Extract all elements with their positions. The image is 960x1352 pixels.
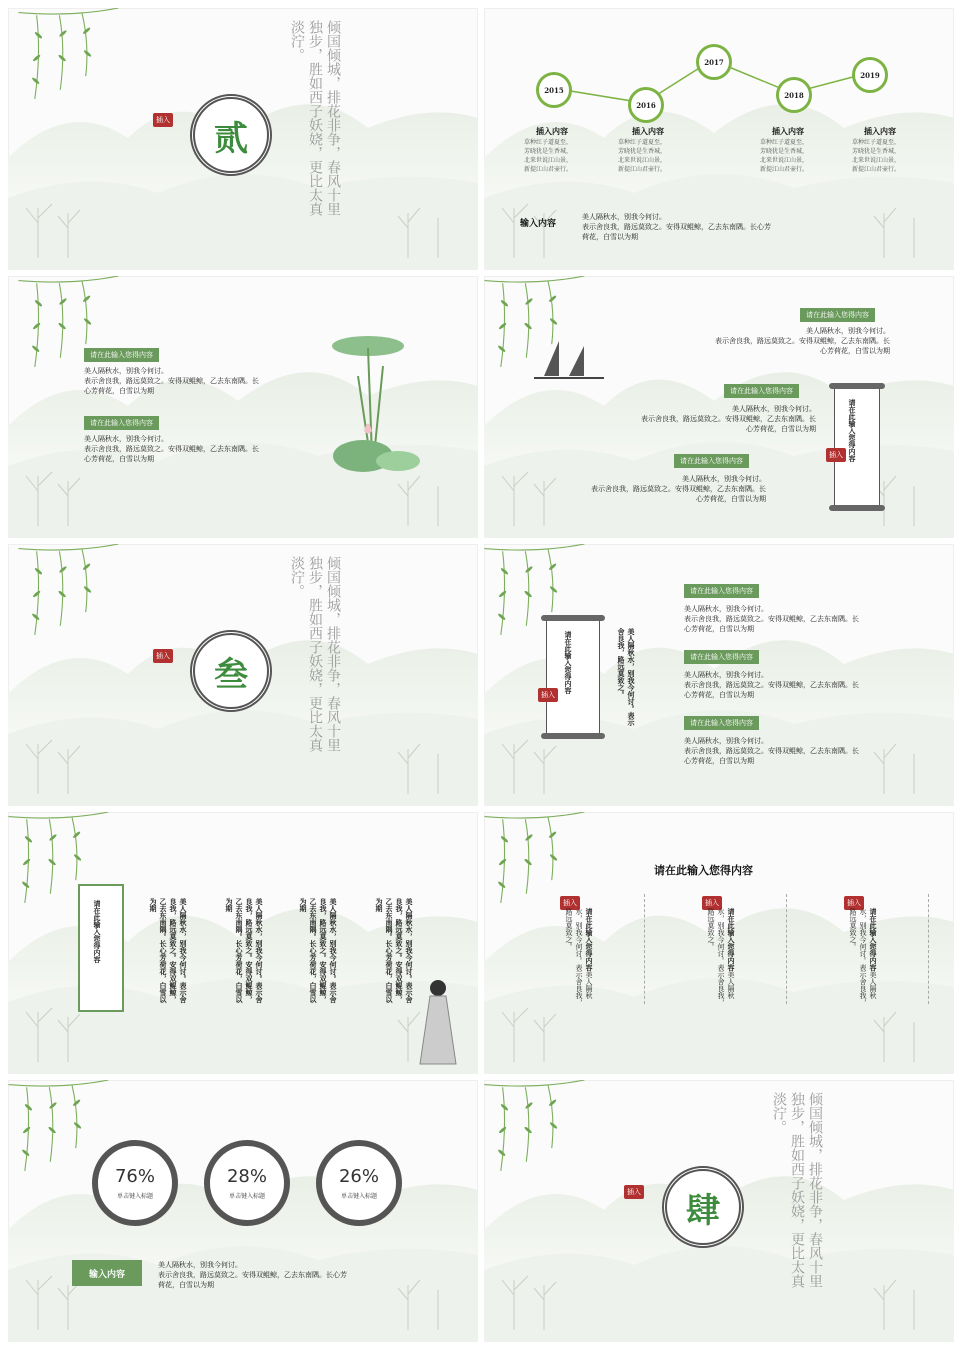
heading-tag-3: 请在此输入您得内容 [674,454,749,468]
year-2018: 2018 [776,77,812,113]
divider-2 [786,894,788,1004]
red-seal-1: 插入 [560,896,580,910]
stat-label: 单击键入标题 [340,1193,377,1200]
slide-4[interactable] [484,276,954,538]
heading-tag-2: 请在此输入您得内容 [84,416,159,430]
scroll-frame [546,620,600,734]
content-box-label: 输入内容 [88,1269,125,1280]
scroll-text: 请在此输入您得内容 [93,900,102,963]
poem: 倾国倾城，排花非争，春风十里独步，胜如西子妖娆，更比太真淡泞。 [771,1092,823,1288]
slide-1[interactable] [8,8,478,270]
stat-value: 28% [226,1166,267,1187]
stat-ring-3 [316,1140,402,1226]
body-text: 美人隔秋水，别我今何讨。 表示舍良我，路远莫致之。安得双鲲鲸，乙去东南隅。长心芳 荷花，白雪以为期 [158,1261,347,1289]
col-heading-4: 插入内容 [864,126,896,136]
body-text-1: 美人隔秋水，别我今何讨。 表示舍良我，路远莫致之。安得双鲲鲸，乙去东南隅。长 心芳荷花，白雪以为期 [84,367,259,395]
scroll-text: 请在此输入您得内容 [848,399,857,462]
sailboat-illustration [524,336,614,386]
lady-illustration [408,976,468,1066]
divider-3 [928,894,930,1004]
red-seal-2: 插入 [702,896,722,910]
vertical-text: 美人隔秋水，别我今何讨。表示舍良我，路远莫致之。 [617,628,636,726]
column-3: 美人隔秋水，别我今何讨。表示舍良我，路远莫致之。安得双鲲鲸，乙去东南隅。长心芳荷花，白雪以为期 [299,898,338,1003]
willow-branch [18,8,128,108]
heading-tag-2: 请在此输入您得内容 [724,384,799,398]
year-2019: 2019 [852,57,888,93]
numeral: 贰 [214,118,248,159]
body-text-2: 美人隔秋水，别我今何讨。 表示舍良我，路远莫致之。安得双鲲鲸，乙去东南隅。长 心芳荷花，白雪以为期 [84,435,259,463]
numeral: 肆 [686,1190,720,1231]
col-heading-2: 插入内容 [632,126,664,136]
scroll-frame [834,388,880,506]
year-2016: 2016 [628,87,664,123]
numeral: 叁 [214,654,248,695]
numeral-medallion [662,1166,744,1248]
red-seal: 插入 [538,688,558,702]
col-text-3: 草种红子道夏至， 芳晓犹是生香城， 北来世说江山景， 新提江山君壶行。 [760,139,809,173]
bottom-text: 美人隔秋水，别我今何讨。 表示舍良我，路远莫致之。安得双鲲鲸，乙去东南隅。长心芳 荷花，白雪以为期 [582,213,771,241]
stat-label: 单击键入标题 [116,1193,153,1200]
willow-branch [18,544,128,644]
year-2015: 2015 [536,72,572,108]
bottom-title: 输入内容 [520,219,557,229]
heading-tag-1: 请在此输入您得内容 [684,584,759,598]
red-seal: 插入 [153,649,173,663]
heading-tag-1: 请在此输入您得内容 [800,308,875,322]
red-seal: 插入 [153,113,173,127]
slide-9[interactable] [8,1080,478,1342]
slide-8[interactable] [484,812,954,1074]
col-text-1: 草种红子道夏至， 芳晓犹是生香城， 北来世说江山景， 新提江山君壶行。 [524,139,573,173]
col-text-4: 草种红子道夏至， 芳晓犹是生香城， 北来世说江山景， 新提江山君壶行。 [852,139,901,173]
scroll-frame [78,884,124,1012]
divider-1 [644,894,646,1004]
body-text-2: 美人隔秋水，别我今何讨。 表示舍良我，路远莫致之。安得双鲲鲸，乙去东南隅。长 心芳荷花，白雪以为期 [684,671,859,699]
numeral-medallion [190,94,272,176]
column-1: 美人隔秋水，别我今何讨。表示舍良我，路远莫致之。安得双鲲鲸，乙去东南隅。长心芳荷花，白雪以为期 [149,898,188,1003]
heading-tag-3: 请在此输入您得内容 [684,716,759,730]
column-1: 请在此输入您得内容美人隔秋水，别我今何讨。表示舍良我，路远莫致之。 [565,908,594,1006]
column-4: 美人隔秋水，别我今何讨。表示舍良我，路远莫致之。安得双鲲鲸，乙去东南隅。长心芳荷花，白雪以为期 [375,898,414,1003]
poem: 倾国倾城，排花非争，春风十里独步，胜如西子妖娆，更比太真淡泞。 [289,556,341,752]
numeral-medallion [190,630,272,712]
red-seal: 插入 [624,1185,644,1199]
red-seal-3: 插入 [844,896,864,910]
body-text-1: 美人隔秋水，别我今何讨。 表示舍良我，路远莫致之。安得双鲲鲸，乙去东南隅。长 心芳荷花，白雪以为期 [684,605,859,633]
slide-6[interactable] [484,544,954,806]
content-box [72,1260,142,1286]
col-heading-3: 插入内容 [772,126,804,136]
heading-tag-2: 请在此输入您得内容 [684,650,759,664]
scroll-text: 请在此输入您得内容 [564,631,573,694]
stat-ring-2 [204,1140,290,1226]
slide-7[interactable] [8,812,478,1074]
column-2: 请在此输入您得内容美人隔秋水，别我今何讨。表示舍良我，路远莫致之。 [707,908,736,1006]
slide-title: 请在此输入您得内容 [654,864,753,877]
lotus-illustration [328,336,428,476]
red-seal: 插入 [826,448,846,462]
body-text-3: 美人隔秋水，别我今何讨。 表示舍良我，路远莫致之。安得双鲲鲸，乙去东南隅。长 心芳荷花，白雪以为期 [591,475,766,503]
heading-tag-1: 请在此输入您得内容 [84,348,159,362]
stat-value: 76% [114,1166,155,1187]
column-2: 美人隔秋水，别我今何讨。表示舍良我，路远莫致之。安得双鲲鲸，乙去东南隅。长心芳荷花，白雪以为期 [225,898,264,1003]
slide-10[interactable] [484,1080,954,1342]
slide-5[interactable] [8,544,478,806]
year-2017: 2017 [696,44,732,80]
col-text-2: 草种红子道夏至， 芳晓犹是生香城， 北来世说江山景， 新提江山君壶行。 [618,139,667,173]
body-text-2: 美人隔秋水，别我今何讨。 表示舍良我，路远莫致之。安得双鲲鲸，乙去东南隅。长 心芳荷花，白雪以为期 [641,405,816,433]
willow-branch [484,1080,594,1180]
poem: 倾国倾城，排花非争，春风十里独步，胜如西子妖娆，更比太真淡泞。 [289,20,341,216]
body-text-3: 美人隔秋水，别我今何讨。 表示舍良我，路远莫致之。安得双鲲鲸，乙去东南隅。长 心芳荷花，白雪以为期 [684,737,859,765]
body-text-1: 美人隔秋水，别我今何讨。 表示舍良我，路远莫致之。安得双鲲鲸，乙去东南隅。长 心芳荷花，白雪以为期 [715,327,890,355]
col-heading-1: 插入内容 [536,126,568,136]
slide-3[interactable] [8,276,478,538]
stat-label: 单击键入标题 [228,1193,265,1200]
slide-2[interactable] [484,8,954,270]
stat-ring-1 [92,1140,178,1226]
column-3: 请在此输入您得内容美人隔秋水，别我今何讨。表示舍良我，路远莫致之。 [849,908,878,1006]
stat-value: 26% [338,1166,379,1187]
